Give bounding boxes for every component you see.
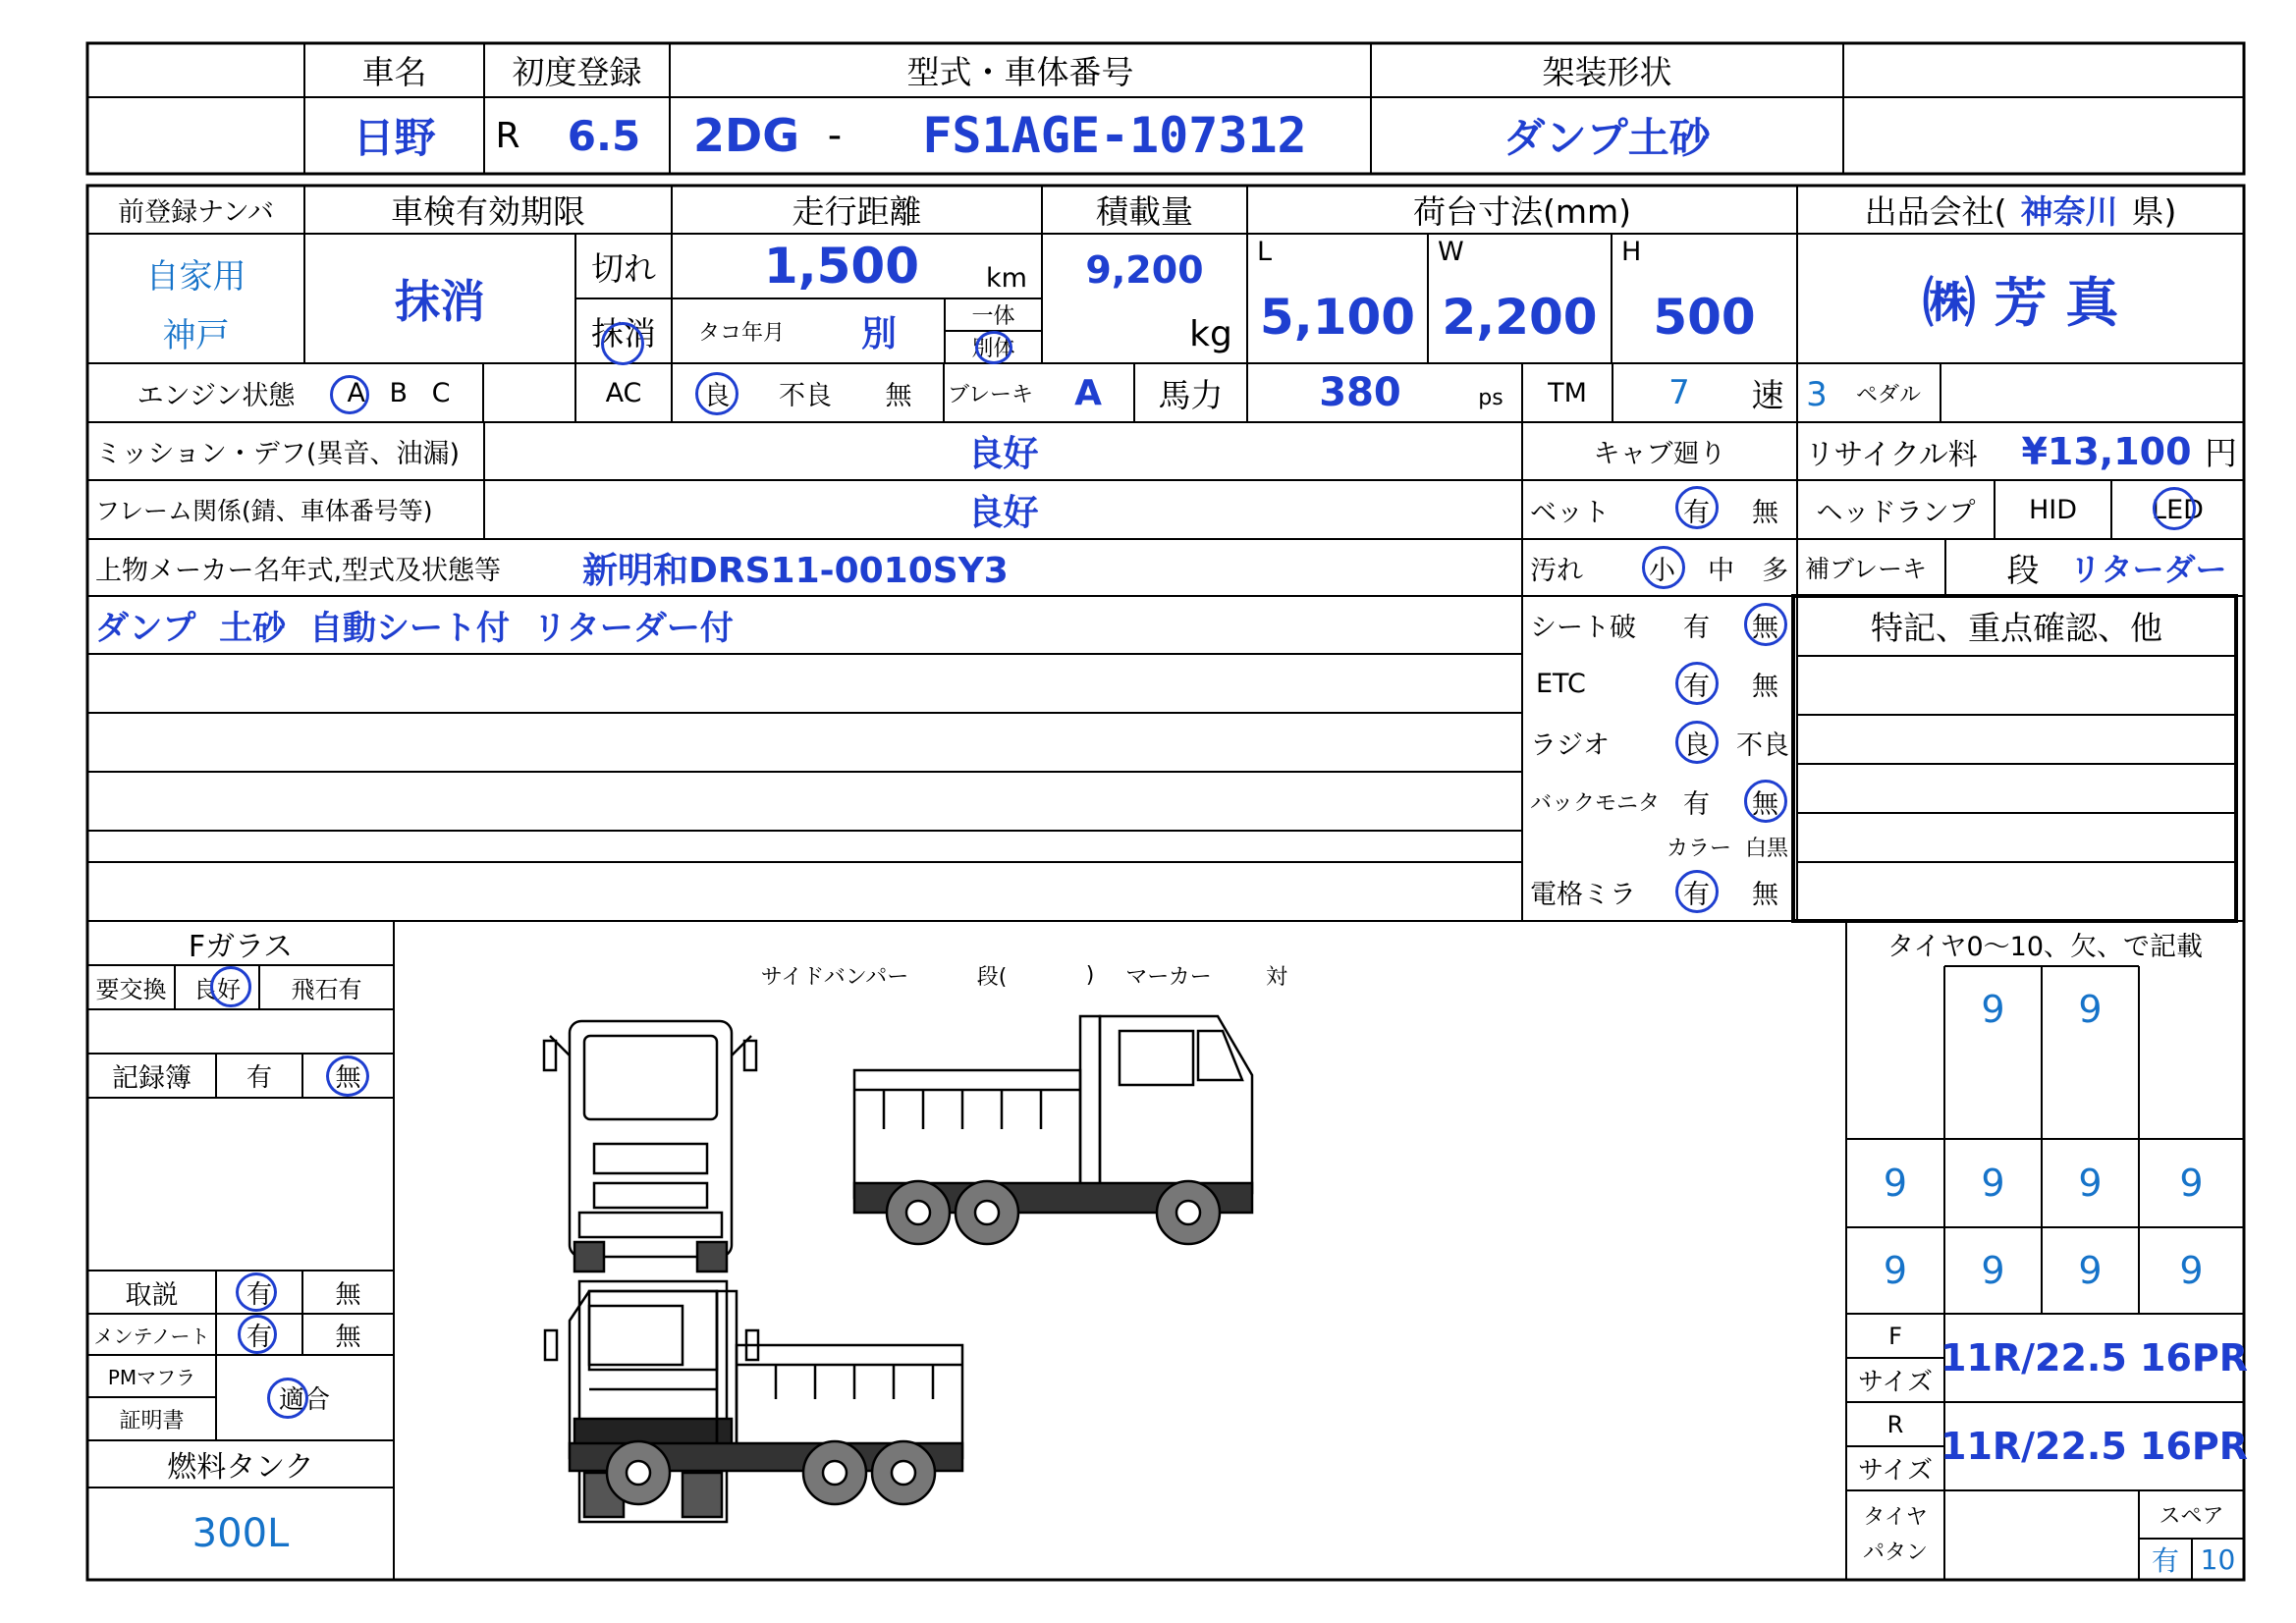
- ac-label: AC: [605, 377, 642, 408]
- spare-value: 10: [2200, 1542, 2236, 1576]
- pm-certificate-label: 証明書: [119, 1408, 185, 1434]
- back-monitor-yes: 有: [1683, 788, 1710, 820]
- bed-length: 5,100: [1259, 288, 1416, 346]
- seller-label: 出品会社( 神奈川 県): [1864, 192, 2177, 231]
- engine-grade-circle: [330, 375, 369, 414]
- tire-mid2-1: 9: [1883, 1249, 1908, 1292]
- headlamp-label: ヘッドランプ: [1816, 497, 1976, 528]
- cancelled-option: 抹消: [591, 313, 656, 352]
- horsepower-unit: ps: [1478, 385, 1503, 410]
- manual-no: 無: [335, 1279, 361, 1310]
- mirror-yes-circle: [1675, 870, 1719, 913]
- frame-value: 良好: [967, 492, 1039, 533]
- car-name-label: 車名: [361, 53, 427, 91]
- pm-compliant-circle: [267, 1378, 308, 1419]
- tacho-value: 別: [860, 313, 897, 354]
- plate-area: 神戸: [162, 315, 230, 355]
- expired-option: 切れ: [591, 248, 656, 288]
- horsepower-label: 馬力: [1158, 375, 1224, 414]
- maintenance-note-yes: 有: [246, 1322, 272, 1352]
- ac-good: 良: [703, 380, 731, 411]
- speed-label: 速: [1751, 375, 1784, 414]
- fglass-chip: 飛石有: [291, 976, 362, 1003]
- cancelled-circle: [601, 322, 644, 365]
- tire-mid2-3: 9: [2078, 1249, 2103, 1292]
- radio-bad: 不良: [1736, 730, 1789, 761]
- radio-good-circle: [1675, 721, 1719, 764]
- dirt-small: 小: [1649, 555, 1675, 586]
- headlamp-led-circle: [2153, 487, 2196, 530]
- spare-yes: 有: [2151, 1544, 2179, 1577]
- maintenance-note-label: メンテノート: [93, 1324, 210, 1348]
- tire-rear-size-label: サイズ: [1858, 1456, 1933, 1486]
- radio-good: 良: [1683, 730, 1710, 761]
- record-book-no-circle: [326, 1055, 369, 1097]
- body-type-value: ダンプ土砂: [1503, 114, 1711, 162]
- etc-label: ETC: [1536, 668, 1586, 699]
- etc-no: 無: [1752, 671, 1778, 702]
- tire-front-size: 11R/22.5 16PR: [1941, 1336, 2248, 1380]
- prev-plate-label: 前登録ナンバ: [118, 197, 274, 228]
- width-label: W: [1438, 236, 1464, 267]
- manual-yes: 有: [246, 1279, 272, 1310]
- marker-value: 対: [1265, 964, 1287, 990]
- tire-front-right: 9: [2078, 988, 2103, 1031]
- back-monitor-no-circle: [1744, 780, 1787, 823]
- color-value: 白黒: [1744, 836, 1788, 861]
- upper-body-value: 新明和DRS11-0010SY3: [582, 550, 1009, 591]
- etc-yes: 有: [1683, 671, 1710, 702]
- transmission-value: 7: [1668, 373, 1690, 412]
- era-value: R: [495, 115, 520, 156]
- ac-none: 無: [885, 380, 912, 411]
- tire-front-left: 9: [1981, 988, 2005, 1031]
- mileage-value: 1,500: [763, 238, 919, 295]
- seat-tear-yes: 有: [1683, 613, 1710, 643]
- maintenance-note-yes-circle: [238, 1315, 277, 1354]
- model-prefix: 2DG: [693, 109, 799, 162]
- mileage-unit: km: [986, 262, 1027, 294]
- tire-mid1-2: 9: [1981, 1162, 2005, 1205]
- mission-label: ミッション・デフ(異音、油漏): [95, 439, 460, 469]
- manual-label: 取説: [125, 1279, 179, 1311]
- headlamp-led: LED: [2152, 494, 2204, 525]
- inspection-label: 車検有効期限: [391, 192, 585, 231]
- mirror-yes: 有: [1683, 879, 1710, 910]
- tire-front-size-f: F: [1888, 1322, 1902, 1350]
- side-bumper-label: サイドバンパー: [760, 964, 909, 990]
- engine-label: エンジン状態: [137, 380, 296, 411]
- aux-brake-value: リターダー: [2069, 551, 2227, 588]
- model-label: 型式・車体番号: [906, 53, 1134, 91]
- mirror-no: 無: [1752, 879, 1778, 910]
- record-book-label: 記録簿: [112, 1063, 191, 1094]
- fglass-good-circle: [210, 966, 251, 1007]
- seat-tear-label: シート破: [1530, 613, 1636, 643]
- bed-yes: 有: [1683, 497, 1710, 528]
- unit-separate-label: 別体: [971, 337, 1015, 361]
- dirt-large: 多: [1762, 555, 1788, 586]
- tire-pattern-label-2: パタン: [1862, 1540, 1928, 1565]
- pm-muffler-label: PMマフラ: [107, 1366, 196, 1389]
- pedal-label: ペダル: [1855, 382, 1921, 407]
- maintenance-note-no: 無: [335, 1322, 361, 1352]
- seat-tear-no-circle: [1744, 603, 1787, 646]
- height-label: H: [1621, 236, 1642, 267]
- mileage-label: 走行距離: [792, 192, 922, 231]
- truck-diagram-icon: [530, 997, 1512, 1556]
- bed-yes-circle: [1675, 486, 1719, 529]
- radio-label: ラジオ: [1530, 730, 1610, 761]
- bed-no: 無: [1752, 497, 1778, 528]
- color-label: カラー: [1666, 836, 1731, 861]
- headlamp-hid: HID: [2028, 494, 2078, 525]
- load-value: 9,200: [1085, 248, 1204, 292]
- model-dash: -: [827, 113, 843, 158]
- dirt-medium: 中: [1708, 555, 1734, 586]
- registration-year: 6.5: [567, 111, 641, 160]
- tire-rear-size: 11R/22.5 16PR: [1941, 1425, 2248, 1468]
- plate-use: 自家用: [145, 256, 246, 297]
- fuel-tank-label: 燃料タンク: [167, 1450, 314, 1485]
- car-name-value: 日野: [353, 114, 436, 162]
- fglass-good: 良好: [193, 976, 241, 1003]
- back-monitor-no: 無: [1752, 788, 1778, 820]
- tire-pattern-label-1: タイヤ: [1863, 1504, 1928, 1530]
- frame-label: フレーム関係(錆、車体番号等): [95, 497, 433, 525]
- fuel-tank-value: 300L: [191, 1511, 290, 1556]
- aux-brake-label: 補ブレーキ: [1805, 555, 1928, 583]
- load-label: 積載量: [1096, 192, 1193, 231]
- bed-width: 2,200: [1442, 288, 1598, 346]
- back-monitor-label: バックモニタ: [1530, 790, 1661, 816]
- bed-dimensions-label: 荷台寸法(mm): [1412, 192, 1632, 231]
- side-bumper-close: ): [1085, 962, 1095, 988]
- engine-grades: A B C: [347, 377, 459, 408]
- mirror-label: 電格ミラ: [1530, 879, 1636, 910]
- tire-mid1-1: 9: [1883, 1162, 1908, 1205]
- transmission-label: TM: [1548, 377, 1587, 408]
- upper-body-label: 上物メーカー名年式,型式及状態等: [95, 555, 502, 586]
- special-notes-title: 特記、重点確認、他: [1871, 609, 2162, 647]
- aux-brake-step: 段: [2006, 550, 2040, 589]
- pm-compliant: 適合: [278, 1384, 330, 1415]
- mission-value: 良好: [967, 434, 1039, 474]
- dirt-label: 汚れ: [1530, 555, 1583, 586]
- recycle-unit: 円: [2205, 434, 2237, 472]
- etc-yes-circle: [1675, 662, 1719, 705]
- first-registration-label: 初度登録: [512, 53, 642, 91]
- notes-line-1: ダンプ 土砂 自動シート付 リターダー付: [95, 609, 734, 648]
- ac-bad: 不良: [779, 380, 832, 411]
- fglass-replace: 要交換: [95, 976, 167, 1003]
- load-unit: kg: [1189, 313, 1232, 354]
- tacho-label: タコ年月: [697, 320, 785, 346]
- body-type-label: 架装形状: [1542, 53, 1672, 91]
- tire-mid1-4: 9: [2179, 1162, 2204, 1205]
- spare-label: スペア: [2159, 1504, 2224, 1529]
- seller-name: ㈱ 芳 真: [1922, 271, 2119, 334]
- tire-front-size-label: サイズ: [1858, 1368, 1933, 1397]
- tire-title: タイヤ0〜10、欠、で記載: [1887, 931, 2203, 962]
- length-label: L: [1257, 236, 1273, 267]
- side-bumper-step: 段(: [976, 964, 1008, 990]
- bed-height: 500: [1653, 288, 1756, 346]
- marker-label: マーカー: [1125, 964, 1212, 990]
- record-book-no: 無: [335, 1063, 361, 1093]
- ac-good-circle: [695, 372, 738, 415]
- brake-value: A: [1074, 372, 1102, 413]
- pedal-value: 3: [1806, 375, 1828, 414]
- unit-separate-circle: [975, 331, 1012, 364]
- horsepower-value: 380: [1319, 370, 1401, 415]
- dirt-small-circle: [1642, 546, 1685, 589]
- bed-label: ベット: [1530, 497, 1610, 528]
- recycle-value: ¥13,100: [2021, 429, 2192, 473]
- manual-yes-circle: [236, 1272, 277, 1312]
- tire-mid1-3: 9: [2078, 1162, 2103, 1205]
- cab-title: キャブ廻り: [1593, 439, 1726, 469]
- brake-label: ブレーキ: [947, 382, 1034, 407]
- fglass-title: Fガラス: [188, 929, 294, 964]
- chassis-number: FS1AGE-107312: [922, 107, 1307, 164]
- recycle-label: リサイクル料: [1805, 437, 1978, 472]
- seat-tear-no: 無: [1752, 613, 1778, 643]
- tire-rear-size-r: R: [1886, 1410, 1904, 1438]
- tire-mid2-4: 9: [2179, 1249, 2204, 1292]
- record-book-yes: 有: [246, 1063, 272, 1093]
- tire-mid2-2: 9: [1981, 1249, 2005, 1292]
- inspection-value: 抹消: [395, 275, 485, 328]
- unit-integrated-label: 一体: [971, 304, 1015, 329]
